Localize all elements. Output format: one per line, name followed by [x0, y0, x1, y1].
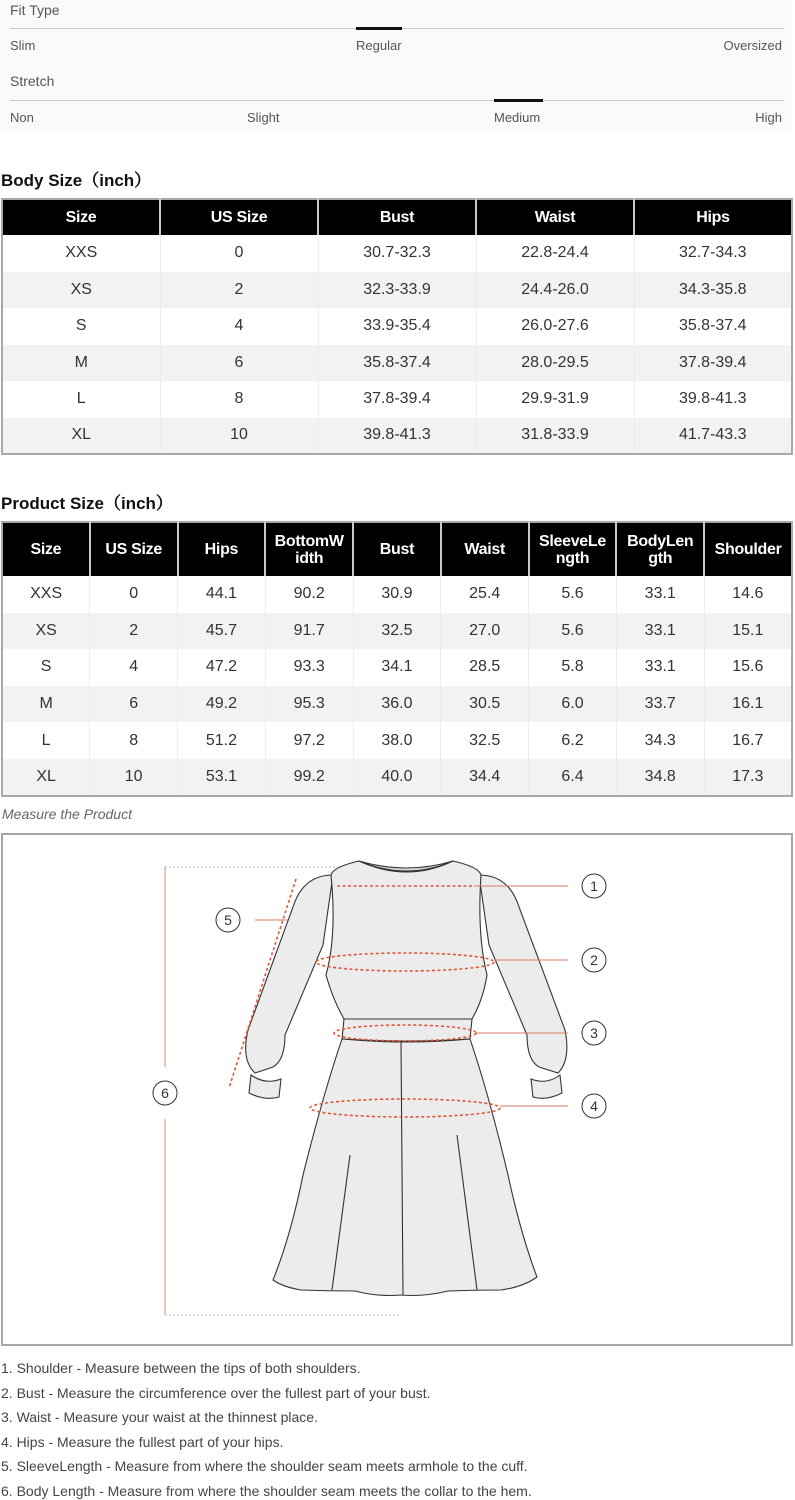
- header-bust: Bust: [318, 199, 476, 235]
- measurement-instructions: [1, 1358, 532, 1500]
- cell: 30.5: [441, 686, 529, 723]
- cell: 27.0: [441, 613, 529, 650]
- cell: 44.1: [178, 576, 266, 613]
- cell: 47.2: [178, 649, 266, 686]
- cell: 51.2: [178, 722, 266, 759]
- header-size: Size: [2, 199, 160, 235]
- cell: 5.6: [529, 613, 617, 650]
- cell: 34.4: [441, 759, 529, 796]
- cell: 2: [90, 613, 178, 650]
- svg-text:2: 2: [590, 952, 598, 968]
- header-bottom-width: BottomW idth: [265, 522, 353, 576]
- cell: 0: [90, 576, 178, 613]
- cell: 8: [160, 381, 318, 418]
- cell: 10: [90, 759, 178, 796]
- table-row: [2, 235, 792, 272]
- cell: 8: [90, 722, 178, 759]
- fit-type-option-slim: Slim: [10, 38, 36, 53]
- cell: 16.1: [704, 686, 792, 723]
- cell: 39.8-41.3: [634, 381, 792, 418]
- cell: 22.8-24.4: [476, 235, 634, 272]
- table-row: [2, 308, 792, 345]
- cell: 4: [90, 649, 178, 686]
- table-row: [2, 576, 792, 613]
- cell: S: [40, 658, 52, 676]
- cell: XS: [2, 272, 160, 309]
- table-header-row: [2, 199, 792, 235]
- cell: 34.8: [616, 759, 704, 796]
- header-bust: Bust: [353, 522, 441, 576]
- cell: 39.8-41.3: [318, 418, 476, 455]
- table-header-row: [2, 522, 792, 576]
- cell: 30.7-32.3: [318, 235, 476, 272]
- cell: XL: [2, 759, 90, 796]
- cell: 91.7: [265, 613, 353, 650]
- fit-panel: [0, 0, 793, 133]
- cell: L: [76, 390, 86, 408]
- cell: M: [2, 345, 160, 382]
- product-size-table: [1, 521, 793, 797]
- cell: 30.9: [353, 576, 441, 613]
- cell: 0: [160, 235, 318, 272]
- instruction-body-length: 6. Body Length - Measure from where the shoulder seam meets the collar to the hem.: [1, 1482, 532, 1499]
- cell: 28.0-29.5: [476, 345, 634, 382]
- cell: 17.3: [704, 759, 792, 796]
- cell: 6.4: [529, 759, 617, 796]
- table-row: [2, 381, 792, 418]
- svg-text:5: 5: [224, 912, 232, 928]
- cell: 35.8-37.4: [634, 308, 792, 345]
- table-row: [2, 272, 792, 309]
- header-waist: Waist: [441, 522, 529, 576]
- cell: 45.7: [178, 613, 266, 650]
- cell: 15.6: [704, 649, 792, 686]
- cell: XXS: [30, 585, 63, 603]
- cell: 90.2: [265, 576, 353, 613]
- cell: 34.3-35.8: [634, 272, 792, 309]
- cell: 32.7-34.3: [634, 235, 792, 272]
- cell: 49.2: [178, 686, 266, 723]
- callout-4: [582, 1094, 606, 1118]
- header-hips: Hips: [634, 199, 792, 235]
- cell: 93.3: [265, 649, 353, 686]
- cell: 32.5: [441, 722, 529, 759]
- stretch-option-slight: Slight: [247, 110, 280, 125]
- instruction-shoulder: 1. Shoulder - Measure between the tips of both shoulders.: [1, 1360, 361, 1376]
- cell: 28.5: [441, 649, 529, 686]
- cell: 26.0-27.6: [476, 308, 634, 345]
- instruction-bust: 2. Bust - Measure the circumference over the fullest part of your bust.: [1, 1384, 431, 1401]
- cell: XL: [2, 418, 160, 455]
- table-row: [2, 759, 792, 796]
- body-size-title: Body Size（inch）: [1, 171, 152, 190]
- cell: 99.2: [265, 759, 353, 796]
- table-row: [2, 613, 792, 650]
- cell: M: [2, 686, 90, 723]
- cell: S: [75, 317, 87, 335]
- svg-text:3: 3: [590, 1025, 598, 1041]
- instruction-sleeve-length: 5. SleeveLength - Measure from where the shoulder seam meets armhole to the cuff.: [1, 1458, 528, 1474]
- stretch-option-high: High: [755, 110, 782, 125]
- cell: 34.3: [616, 722, 704, 759]
- dress-shape: [246, 861, 567, 1296]
- stretch-track: [10, 100, 784, 101]
- cell: 5.8: [529, 649, 617, 686]
- fit-type-selected-marker: [356, 27, 402, 30]
- cell: L: [41, 731, 51, 749]
- cell: 6: [90, 686, 178, 723]
- cell: 33.7: [616, 686, 704, 723]
- callout-3: [582, 1021, 606, 1045]
- fit-type-option-regular: Regular: [356, 38, 402, 53]
- cell: 37.8-39.4: [318, 381, 476, 418]
- cell: 25.4: [441, 576, 529, 613]
- header-body-length: BodyLen gth: [616, 522, 704, 576]
- table-row: [2, 686, 792, 723]
- stretch-selected-marker: [494, 99, 543, 102]
- measurement-diagram: [1, 833, 793, 1346]
- svg-text:4: 4: [590, 1098, 598, 1114]
- instruction-waist: 3. Waist - Measure your waist at the thinnest place.: [1, 1409, 318, 1425]
- cell: 29.9-31.9: [476, 381, 634, 418]
- cell: 14.6: [704, 576, 792, 613]
- cell: 37.8-39.4: [634, 345, 792, 382]
- callout-2: [582, 948, 606, 972]
- header-hips: Hips: [178, 522, 266, 576]
- header-us-size: US Size: [90, 522, 178, 576]
- cell: 5.6: [529, 576, 617, 613]
- product-size-title: Product Size（inch）: [1, 494, 173, 513]
- cell: 31.8-33.9: [476, 418, 634, 455]
- cell: 33.1: [616, 576, 704, 613]
- cell: 34.1: [353, 649, 441, 686]
- cell: 38.0: [353, 722, 441, 759]
- stretch-option-medium: Medium: [494, 110, 541, 125]
- measure-caption: Measure the Product: [2, 806, 132, 822]
- body-size-table: [1, 198, 793, 455]
- cell: 6.0: [529, 686, 617, 723]
- callout-1: [582, 874, 606, 898]
- cell: 10: [160, 418, 318, 455]
- cell: 35.8-37.4: [318, 345, 476, 382]
- svg-text:1: 1: [590, 878, 598, 894]
- header-shoulder: Shoulder: [704, 522, 792, 576]
- callout-5: [216, 908, 240, 932]
- cell: XS: [2, 613, 90, 650]
- header-size: Size: [2, 522, 90, 576]
- cell: 97.2: [265, 722, 353, 759]
- instruction-hips: 4. Hips - Measure the fullest part of your hips.: [1, 1433, 284, 1450]
- cell: 33.1: [616, 613, 704, 650]
- table-row: [2, 418, 792, 455]
- stretch-option-non: Non: [10, 110, 34, 125]
- cell: 40.0: [353, 759, 441, 796]
- cell: 6: [160, 345, 318, 382]
- cell: 53.1: [178, 759, 266, 796]
- header-waist: Waist: [476, 199, 634, 235]
- cell: 33.9-35.4: [318, 308, 476, 345]
- svg-text:6: 6: [161, 1085, 169, 1101]
- fit-type-option-oversized: Oversized: [723, 38, 782, 53]
- stretch-label: Stretch: [10, 73, 55, 89]
- table-row: [2, 649, 792, 686]
- dress-illustration: [3, 835, 793, 1345]
- cell: XXS: [65, 244, 98, 262]
- cell: 15.1: [704, 613, 792, 650]
- cell: 41.7-43.3: [634, 418, 792, 455]
- cell: 32.5: [353, 613, 441, 650]
- header-sleeve-length: SleeveLe ngth: [529, 522, 617, 576]
- cell: 95.3: [265, 686, 353, 723]
- callout-6: [153, 1081, 177, 1105]
- header-us-size: US Size: [160, 199, 318, 235]
- cell: 2: [160, 272, 318, 309]
- table-row: [2, 345, 792, 382]
- cell: 16.7: [704, 722, 792, 759]
- cell: 36.0: [353, 686, 441, 723]
- cell: 33.1: [616, 649, 704, 686]
- cell: 32.3-33.9: [318, 272, 476, 309]
- fit-type-label: Fit Type: [10, 2, 60, 18]
- cell: 6.2: [529, 722, 617, 759]
- table-row: [2, 722, 792, 759]
- cell: 4: [160, 308, 318, 345]
- cell: 24.4-26.0: [476, 272, 634, 309]
